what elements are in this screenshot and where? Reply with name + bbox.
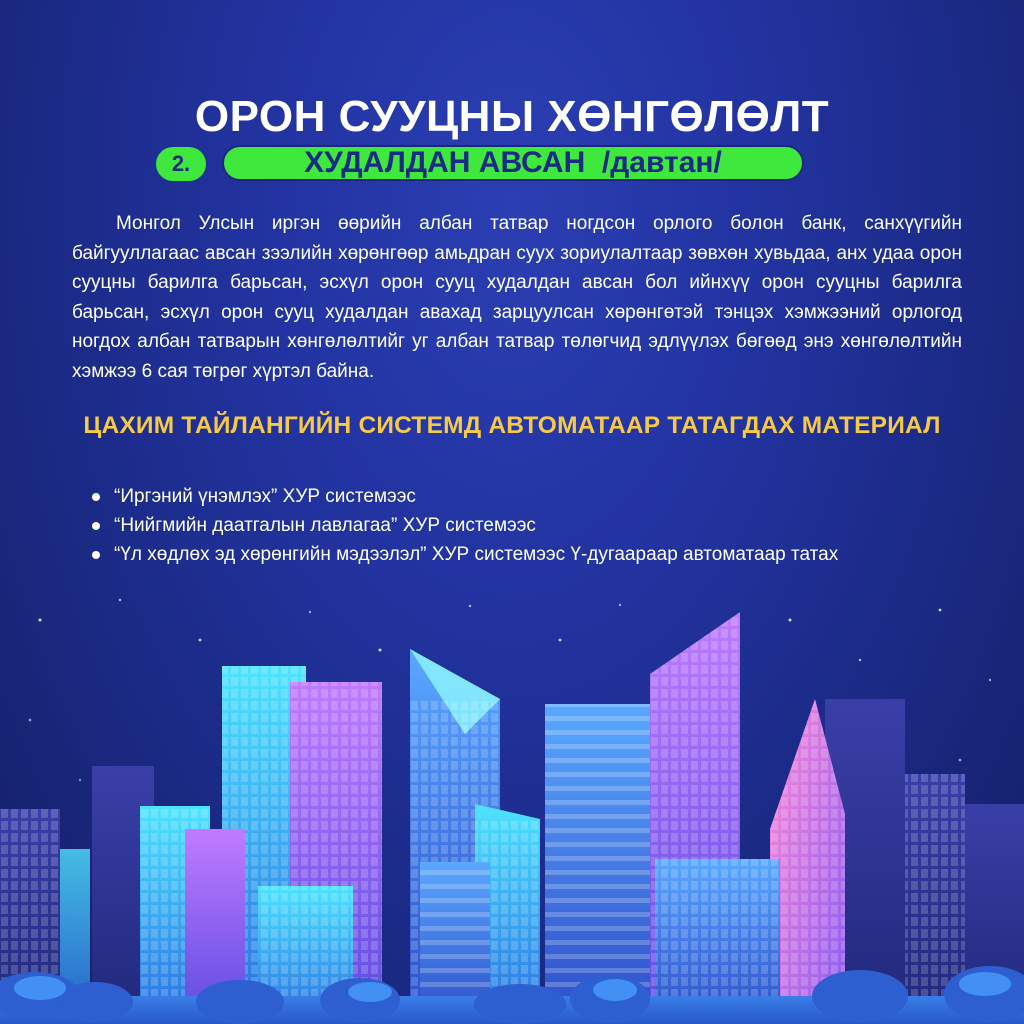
bullet-icon — [92, 493, 100, 501]
city-skyline-illustration — [0, 604, 1024, 1024]
bullet-icon — [92, 551, 100, 559]
bullet-icon — [92, 522, 100, 530]
list-item-text: “Үл хөдлөх эд хөрөнгийн мэдээлэл” ХУР системээс Ү-дугаараар автоматаар татах — [114, 544, 839, 565]
list-item-text: “Иргэний үнэмлэх” ХУР системээс — [114, 486, 416, 507]
description-paragraph: Монгол Улсын иргэн өөрийн албан татвар ногдсон орлого болон банк, санхүүгийн байгууллагаас авсан зээлийн хөрөнгөөр амьдран суух зориулалтаар зөвхөн хувьдаа, анх удаа орон сууцны барилга барьсан, эсхүл орон сууц худалдан авсан бол ийнхүү орон сууцны барилга барьсан, эсхүл орон сууц худалдан авахад зарцуулсан хөрөнгөтэй тэнцэх хэмжээний орлогод ногдох албан татварын хөнгөлөлтийг уг албан татвар төлөгчид эдлүүлэх бөгөөд энэ хөнгөлөлтийн хэмжээ 6 сая төгрөг хүртэл байна. — [72, 213, 962, 382]
list-item-text: “Нийгмийн даатгалын лавлагаа” ХУР системээс — [114, 515, 536, 536]
section-heading: ЦАХИМ ТАЙЛАНГИЙН СИСТЕМД АВТОМАТААР ТАТАГДАХ МАТЕРИАЛ — [83, 412, 941, 439]
section-number-badge: 2. — [156, 147, 206, 181]
list-item — [90, 540, 838, 569]
list-item — [90, 482, 838, 511]
page-title: ОРОН СУУЦНЫ ХӨНГӨЛӨЛТ — [194, 92, 830, 141]
list-item — [90, 511, 838, 540]
subtitle-pill: ХУДАЛДАН АВСАН /давтан/ — [222, 145, 804, 181]
materials-list — [90, 482, 838, 569]
